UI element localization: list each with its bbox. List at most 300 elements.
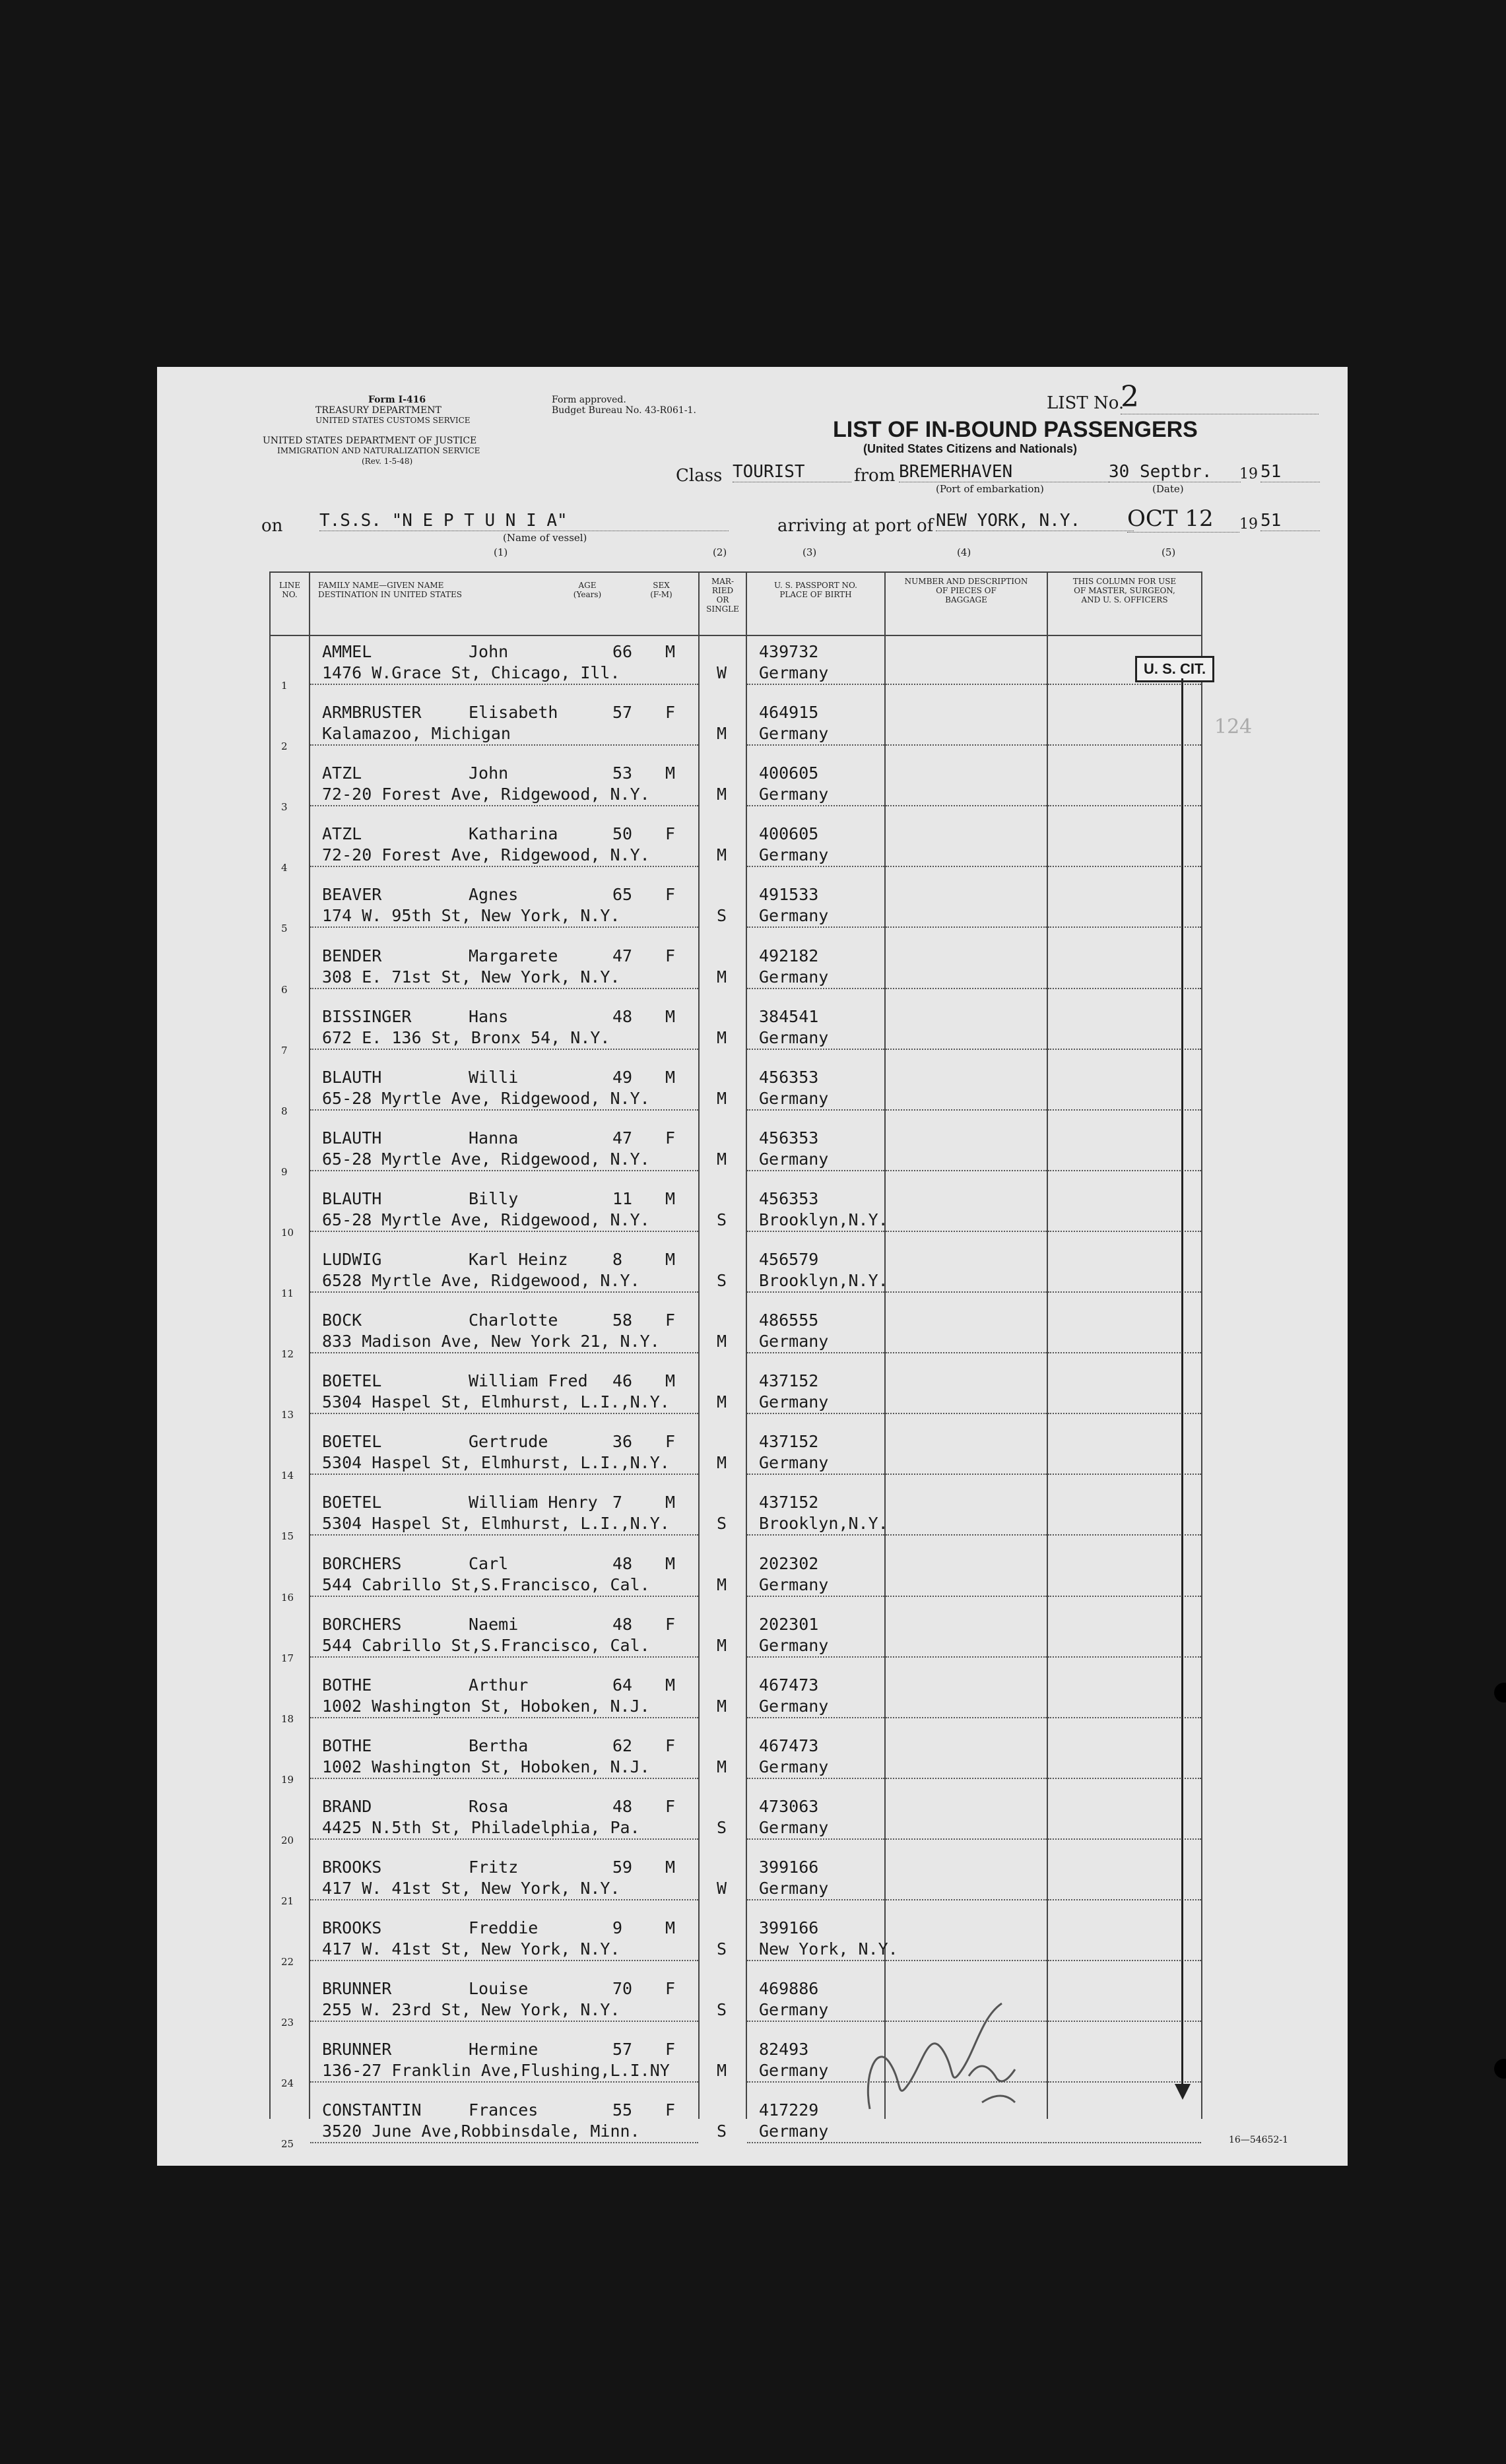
row-rule (1048, 1960, 1201, 1961)
place-of-birth: Germany (759, 1817, 829, 1837)
place-of-birth: Germany (759, 906, 829, 926)
footer-code: 16—54652-1 (1229, 2135, 1288, 2145)
marital-status: M (717, 1088, 727, 1108)
margin-number: 124 (1214, 715, 1253, 738)
row-rule (1048, 1717, 1201, 1718)
family-name: BOETEL (322, 1371, 382, 1391)
row-rule (310, 2142, 698, 2143)
row-rule (886, 1352, 1047, 1353)
row-rule (310, 1656, 698, 1658)
table-row (157, 703, 1348, 764)
family-name: BISSINGER (322, 1006, 412, 1026)
sex: M (665, 763, 676, 783)
row-rule (310, 1049, 698, 1050)
marital-status: M (717, 967, 727, 987)
table-row (157, 764, 1348, 825)
row-rule (1048, 684, 1201, 685)
destination: 72-20 Forest Ave, Ridgewood, N.Y. (322, 845, 650, 865)
page-subtitle: (United States Citizens and Nationals) (863, 442, 1078, 455)
line-number: 6 (281, 983, 288, 996)
budget-bureau: Budget Bureau No. 43-R061-1. (552, 405, 696, 416)
ins-service: IMMIGRATION AND NATURALIZATION SERVICE (277, 446, 480, 455)
family-name: ATZL (322, 763, 362, 783)
given-name: Louise (469, 1979, 529, 1999)
age: 57 (612, 2040, 633, 2059)
row-rule (310, 1109, 698, 1111)
destination: 3520 June Ave,Robbinsdale, Minn. (322, 2122, 640, 2141)
destination: 417 W. 41st St, New York, N.Y. (322, 1879, 620, 1898)
row-rule (1048, 744, 1201, 746)
marital-status: M (717, 785, 727, 804)
header-age: AGE (Years) (573, 581, 602, 599)
given-name: Hermine (469, 2040, 539, 2059)
table-row (157, 1980, 1348, 2040)
given-name: Freddie (469, 1918, 539, 1938)
table-row (157, 886, 1348, 946)
table-row (157, 1615, 1348, 1676)
given-name: Rosa (469, 1796, 509, 1816)
destination: 72-20 Forest Ave, Ridgewood, N.Y. (322, 785, 650, 804)
row-rule (310, 1170, 698, 1171)
given-name: Karl Heinz (469, 1250, 568, 1269)
given-name: Billy (469, 1188, 519, 1208)
row-rule (747, 1778, 884, 1779)
row-rule (310, 1899, 698, 1900)
family-name: BENDER (322, 946, 382, 965)
embark-year-prefix: 19 (1239, 466, 1258, 482)
vessel-caption: (Name of vessel) (503, 532, 587, 544)
table-row (157, 2101, 1348, 2162)
given-name: Margarete (469, 946, 558, 965)
marital-status: W (717, 1879, 727, 1898)
line-number: 14 (281, 1470, 294, 1482)
given-name: Frances (469, 2100, 539, 2120)
passport-number: 467473 (759, 1675, 819, 1695)
officer-bracket-arrow (1175, 2084, 1191, 2100)
row-rule (1048, 1170, 1201, 1171)
passport-number: 202302 (759, 1553, 819, 1573)
age: 48 (612, 1796, 633, 1816)
row-rule (1048, 2021, 1201, 2022)
passport-number: 491533 (759, 885, 819, 905)
table-row (157, 1250, 1348, 1311)
row-rule (886, 1534, 1047, 1536)
marital-status: S (717, 2122, 727, 2141)
family-name: BROOKS (322, 1918, 382, 1938)
sex: F (665, 2100, 676, 2120)
table-row (157, 825, 1348, 886)
row-rule (1048, 805, 1201, 806)
line-number: 4 (281, 862, 288, 874)
destination: 136-27 Franklin Ave,Flushing,L.I.NY (322, 2061, 670, 2081)
marital-status: M (717, 1635, 727, 1655)
place-of-birth: Germany (759, 1879, 829, 1898)
table-row (157, 1008, 1348, 1068)
row-rule (886, 2142, 1047, 2143)
place-of-birth: Germany (759, 1332, 829, 1351)
from-value: BREMERHAVEN (899, 462, 1110, 482)
line-number: 24 (281, 2077, 294, 2090)
passport-number: 399166 (759, 1858, 819, 1877)
us-citizen-stamp: U. S. CIT. (1135, 656, 1214, 682)
list-no-label: LIST No. (1047, 393, 1125, 413)
col-num-1: (1) (494, 546, 508, 558)
destination: 672 E. 136 St, Bronx 54, N.Y. (322, 1027, 610, 1047)
treasury-dept: TREASURY DEPARTMENT (315, 405, 442, 416)
row-rule (747, 1596, 884, 1597)
sex: F (665, 946, 676, 965)
given-name: William Fred (469, 1371, 588, 1391)
sex: F (665, 1311, 676, 1330)
row-rule (747, 744, 884, 746)
marital-status: S (717, 1271, 727, 1290)
passport-number: 456353 (759, 1128, 819, 1148)
given-name: Katharina (469, 824, 558, 844)
place-of-birth: Germany (759, 1635, 829, 1655)
line-number: 16 (281, 1591, 294, 1604)
header-married: MAR- RIED OR SINGLE (706, 577, 739, 614)
age: 62 (612, 1735, 633, 1755)
passport-number: 456353 (759, 1188, 819, 1208)
passport-number: 439732 (759, 642, 819, 661)
family-name: BOETEL (322, 1493, 382, 1512)
marital-status: S (717, 1817, 727, 1837)
row-rule (747, 1960, 884, 1961)
from-label: from (854, 466, 896, 486)
row-rule (886, 1474, 1047, 1475)
place-of-birth: Germany (759, 967, 829, 987)
destination: Kalamazoo, Michigan (322, 724, 511, 744)
row-rule (886, 1899, 1047, 1900)
family-name: CONSTANTIN (322, 2100, 422, 2120)
sex: F (665, 885, 676, 905)
port-embark-caption: (Port of embarkation) (936, 483, 1044, 495)
marital-status: S (717, 1939, 727, 1959)
passport-number: 417229 (759, 2100, 819, 2120)
row-rule (310, 988, 698, 989)
line-number: 8 (281, 1105, 288, 1117)
passport-number: 456579 (759, 1250, 819, 1269)
given-name: Fritz (469, 1858, 519, 1877)
row-rule (886, 1049, 1047, 1050)
sex: M (665, 1858, 676, 1877)
passport-number: 400605 (759, 763, 819, 783)
sex: F (665, 1432, 676, 1452)
marital-status: S (717, 2000, 727, 2020)
row-rule (747, 1352, 884, 1353)
passport-number: 82493 (759, 2040, 809, 2059)
passport-number: 467473 (759, 1735, 819, 1755)
header-passport: U. S. PASSPORT NO. PLACE OF BIRTH (774, 581, 857, 599)
row-rule (1048, 1049, 1201, 1050)
row-rule (310, 2081, 698, 2083)
passport-number: 399166 (759, 1918, 819, 1938)
passport-number: 437152 (759, 1371, 819, 1391)
marital-status: W (717, 663, 727, 682)
passport-number: 486555 (759, 1311, 819, 1330)
destination: 1002 Washington St, Hoboken, N.J. (322, 1696, 650, 1716)
sex: F (665, 1735, 676, 1755)
age: 47 (612, 1128, 633, 1148)
line-number: 20 (281, 1834, 294, 1846)
row-rule (310, 1838, 698, 1840)
age: 46 (612, 1371, 633, 1391)
table-row (157, 947, 1348, 1008)
embark-date: 30 Septbr. (1109, 462, 1241, 482)
table-row (157, 1737, 1348, 1798)
destination: 4425 N.5th St, Philadelphia, Pa. (322, 1817, 640, 1837)
class-label: Class (676, 466, 723, 486)
row-rule (747, 1717, 884, 1718)
row-rule (1048, 1899, 1201, 1900)
marital-status: M (717, 1027, 727, 1047)
row-rule (1048, 866, 1201, 867)
given-name: Charlotte (469, 1311, 558, 1330)
family-name: BOTHE (322, 1675, 372, 1695)
row-rule (886, 805, 1047, 806)
passport-number: 437152 (759, 1493, 819, 1512)
list-no-value: 2 (1121, 380, 1319, 414)
row-rule (310, 1352, 698, 1353)
family-name: LUDWIG (322, 1250, 382, 1269)
marital-status: S (717, 906, 727, 926)
place-of-birth: Germany (759, 1453, 829, 1473)
sex: F (665, 2040, 676, 2059)
age: 65 (612, 885, 633, 905)
row-rule (1048, 2081, 1201, 2083)
officer-bracket-line (1181, 678, 1183, 2097)
row-rule (747, 1899, 884, 1900)
family-name: BLAUTH (322, 1188, 382, 1208)
family-name: BEAVER (322, 885, 382, 905)
age: 50 (612, 824, 633, 844)
table-row (157, 1068, 1348, 1129)
table-row (157, 1676, 1348, 1737)
place-of-birth: Germany (759, 1027, 829, 1047)
line-number: 2 (281, 740, 288, 753)
sex: F (665, 1796, 676, 1816)
row-rule (747, 1109, 884, 1111)
age: 57 (612, 703, 633, 723)
age: 8 (612, 1250, 623, 1269)
line-number: 19 (281, 1773, 294, 1786)
given-name: Agnes (469, 885, 519, 905)
marital-status: M (717, 1149, 727, 1169)
header-officers: THIS COLUMN FOR USE OF MASTER, SURGEON, AND U. S. OFFICERS (1072, 577, 1177, 604)
marital-status: M (717, 845, 727, 865)
sex: F (665, 1614, 676, 1634)
given-name: Arthur (469, 1675, 529, 1695)
row-rule (310, 866, 698, 867)
given-name: William Henry (469, 1493, 598, 1512)
row-rule (310, 684, 698, 685)
table-row (157, 1311, 1348, 1372)
form-number: Form I-416 (368, 395, 426, 405)
line-number: 11 (281, 1287, 294, 1299)
family-name: BRUNNER (322, 1979, 392, 1999)
age: 58 (612, 1311, 633, 1330)
line-number: 12 (281, 1348, 294, 1361)
place-of-birth: Germany (759, 845, 829, 865)
marital-status: M (717, 1453, 727, 1473)
row-rule (1048, 1838, 1201, 1840)
family-name: BOETEL (322, 1432, 382, 1452)
marital-status: M (717, 1574, 727, 1594)
row-rule (1048, 1413, 1201, 1414)
row-rule (310, 1596, 698, 1597)
age: 9 (612, 1918, 623, 1938)
row-rule (886, 744, 1047, 746)
on-label: on (261, 516, 283, 536)
place-of-birth: Germany (759, 1574, 829, 1594)
row-rule (886, 1109, 1047, 1111)
row-rule (1048, 1778, 1201, 1779)
destination: 255 W. 23rd St, New York, N.Y. (322, 2000, 620, 2020)
row-rule (747, 1474, 884, 1475)
row-rule (747, 1656, 884, 1658)
destination: 65-28 Myrtle Ave, Ridgewood, N.Y. (322, 1088, 650, 1108)
sex: M (665, 1250, 676, 1269)
place-of-birth: Germany (759, 1696, 829, 1716)
marital-status: M (717, 2061, 727, 2081)
table-row (157, 1858, 1348, 1919)
family-name: BORCHERS (322, 1553, 402, 1573)
line-number: 17 (281, 1652, 294, 1664)
row-rule (886, 1291, 1047, 1293)
row-rule (310, 805, 698, 806)
col-num-5: (5) (1162, 546, 1176, 558)
class-value: TOURIST (733, 462, 851, 482)
arriving-label: arriving at port of (777, 516, 934, 536)
row-rule (886, 1596, 1047, 1597)
edge-hole (1494, 2059, 1506, 2079)
row-rule (886, 1413, 1047, 1414)
sex: F (665, 703, 676, 723)
sex: M (665, 1067, 676, 1087)
destination: 65-28 Myrtle Ave, Ridgewood, N.Y. (322, 1210, 650, 1229)
marital-status: M (717, 1392, 727, 1412)
place-of-birth: Germany (759, 2061, 829, 2081)
row-rule (1048, 1352, 1201, 1353)
line-number: 1 (281, 680, 288, 692)
revision: (Rev. 1-5-48) (362, 457, 413, 466)
line-number: 22 (281, 1956, 294, 1968)
given-name: Elisabeth (469, 703, 558, 723)
row-rule (310, 1413, 698, 1414)
row-rule (310, 744, 698, 746)
justice-dept: UNITED STATES DEPARTMENT OF JUSTICE (263, 436, 477, 446)
row-rule (310, 1291, 698, 1293)
destination: 5304 Haspel St, Elmhurst, L.I.,N.Y. (322, 1392, 670, 1412)
family-name: BORCHERS (322, 1614, 402, 1634)
place-of-birth: New York, N.Y. (759, 1939, 898, 1959)
row-rule (1048, 1231, 1201, 1232)
row-rule (310, 926, 698, 928)
marital-status: M (717, 1757, 727, 1776)
given-name: Hans (469, 1006, 509, 1026)
officer-signature (850, 1977, 1048, 2129)
marital-status: S (717, 1514, 727, 1534)
row-rule (1048, 1109, 1201, 1111)
place-of-birth: Germany (759, 785, 829, 804)
row-rule (747, 1413, 884, 1414)
sex: M (665, 642, 676, 661)
arrival-year: 51 (1260, 511, 1320, 531)
table-row (157, 1433, 1348, 1493)
sex: M (665, 1493, 676, 1512)
age: 36 (612, 1432, 633, 1452)
given-name: Hanna (469, 1128, 519, 1148)
header-baggage: NUMBER AND DESCRIPTION OF PIECES OF BAGGAGE (904, 577, 1028, 604)
age: 49 (612, 1067, 633, 1087)
marital-status: S (717, 1210, 727, 1229)
destination: 417 W. 41st St, New York, N.Y. (322, 1939, 620, 1959)
table-row (157, 2040, 1348, 2101)
row-rule (747, 1838, 884, 1840)
line-number: 18 (281, 1712, 294, 1725)
row-rule (1048, 1291, 1201, 1293)
age: 53 (612, 763, 633, 783)
row-rule (886, 1778, 1047, 1779)
line-number: 10 (281, 1226, 294, 1239)
sex: F (665, 1979, 676, 1999)
row-rule (747, 926, 884, 928)
line-number: 15 (281, 1530, 294, 1543)
age: 64 (612, 1675, 633, 1695)
family-name: ARMBRUSTER (322, 703, 422, 723)
destination: 1476 W.Grace St, Chicago, Ill. (322, 663, 620, 682)
line-number: 9 (281, 1165, 288, 1178)
line-number: 3 (281, 801, 288, 814)
row-rule (1048, 926, 1201, 928)
row-rule (747, 805, 884, 806)
row-rule (747, 2142, 884, 2143)
marital-status: M (717, 1332, 727, 1351)
age: 59 (612, 1858, 633, 1877)
destination: 544 Cabrillo St,S.Francisco, Cal. (322, 1574, 650, 1594)
row-rule (747, 988, 884, 989)
family-name: BLAUTH (322, 1067, 382, 1087)
place-of-birth: Brooklyn,N.Y. (759, 1210, 888, 1229)
row-rule (1048, 1474, 1201, 1475)
row-rule (747, 1534, 884, 1536)
passport-number: 469886 (759, 1979, 819, 1999)
row-rule (886, 1838, 1047, 1840)
row-rule (886, 1231, 1047, 1232)
row-rule (310, 1778, 698, 1779)
given-name: Bertha (469, 1735, 529, 1755)
vessel-name: T.S.S. "N E P T U N I A" (319, 511, 729, 531)
age: 70 (612, 1979, 633, 1999)
destination: 65-28 Myrtle Ave, Ridgewood, N.Y. (322, 1149, 650, 1169)
col-num-3: (3) (802, 546, 817, 558)
line-number: 23 (281, 2017, 294, 2029)
line-number: 25 (281, 2138, 294, 2151)
arrival-date: OCT 12 (1127, 505, 1239, 533)
col-num-2: (2) (713, 546, 727, 558)
sex: M (665, 1006, 676, 1026)
family-name: AMMEL (322, 642, 372, 661)
passport-number: 384541 (759, 1006, 819, 1026)
row-rule (747, 866, 884, 867)
given-name: Naemi (469, 1614, 519, 1634)
destination: 544 Cabrillo St,S.Francisco, Cal. (322, 1635, 650, 1655)
row-rule (310, 1231, 698, 1232)
age: 11 (612, 1188, 633, 1208)
place-of-birth: Brooklyn,N.Y. (759, 1514, 888, 1534)
row-rule (886, 1960, 1047, 1961)
col-num-4: (4) (957, 546, 971, 558)
